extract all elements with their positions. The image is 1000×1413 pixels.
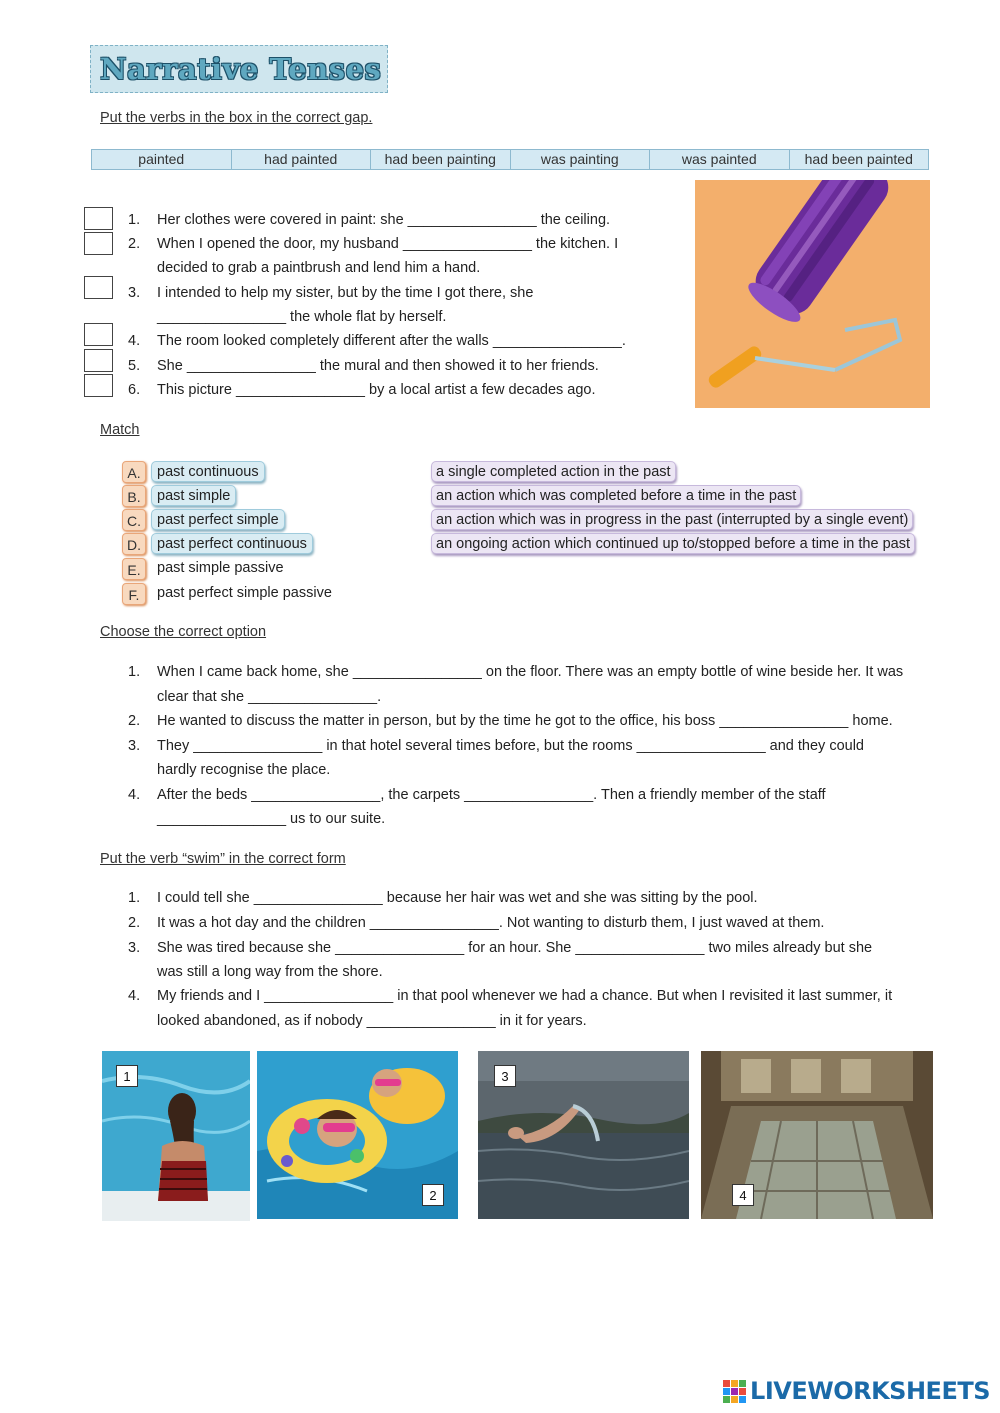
item-number: 1. [128,212,141,228]
answer-box-6[interactable] [84,374,113,397]
item-number: 3. [128,738,141,754]
exercise-line: My friends and I ________________ in that pool whenever we had a chance. But when I revisited it last summer, it [157,988,893,1004]
photo-label: 4 [732,1184,754,1206]
match-left-item: past simple passive [157,560,284,576]
item-number: 3. [128,285,141,301]
letter-badge: B. [122,485,146,507]
item-number: 6. [128,382,141,398]
exercise-line: clear that she ________________. [157,689,382,705]
answer-box-5[interactable] [84,349,113,372]
match-left-chip[interactable]: past perfect simple [151,509,285,530]
exercise-line: When I came back home, she ________________ on the floor. There was an empty bottle of wine beside her. It was [157,664,904,680]
photo-label: 1 [116,1065,138,1087]
word-box-item[interactable]: painted [92,150,232,169]
photo-label: 3 [494,1065,516,1087]
letter-badge: A. [122,461,146,483]
photo-label: 2 [422,1184,444,1206]
item-number: 2. [128,915,141,931]
liveworksheets-logo[interactable] [723,1377,990,1405]
exercise-line: The room looked completely different after the walls ________________. [157,333,626,349]
exercise-line: I intended to help my sister, but by the time I got there, she [157,285,534,301]
logo-grid-icon [723,1380,746,1403]
letter-badge: C. [122,509,146,531]
exercise-line: This picture ________________ by a local artist a few decades ago. [157,382,596,398]
word-box [91,149,929,170]
word-box-item[interactable]: had been painted [804,151,913,167]
answer-box-4[interactable] [84,323,113,346]
exercise-line: I could tell she ________________ because her hair was wet and she was sitting by the pool. [157,890,758,906]
item-number: 4. [128,333,141,349]
answer-box-3[interactable] [84,276,113,299]
exercise-line: was still a long way from the shore. [157,964,383,980]
section4-instruction: Put the verb “swim” in the correct form [100,851,346,867]
match-left-chip[interactable]: past continuous [151,461,265,482]
exercise-line: It was a hot day and the children ________________. Not wanting to disturb them, I just waved at them. [157,915,825,931]
exercise-line: ________________ us to our suite. [157,811,386,827]
page-title: Narrative Tenses [100,52,382,86]
logo-text: LIVEWORKSHEETS [750,1377,990,1405]
item-number: 2. [128,713,141,729]
exercise-line: After the beds ________________, the carpets ________________. Then a friendly member of the staff [157,787,826,803]
exercise-line: She ________________ the mural and then showed it to her friends. [157,358,599,374]
item-number: 1. [128,664,141,680]
exercise-line: They ________________ in that hotel several times before, but the rooms ________________ and they could [157,738,864,754]
exercise-line: Her clothes were covered in paint: she ________________ the ceiling. [157,212,611,228]
match-left-chip[interactable]: past perfect continuous [151,533,313,554]
letter-badge: F. [122,583,146,605]
section1-instruction: Put the verbs in the box in the correct gap. [100,110,373,126]
paint-roller-image [695,180,930,408]
exercise-line: When I opened the door, my husband ________________ the kitchen. I [157,236,619,252]
exercise-line: looked abandoned, as if nobody ________________ in it for years. [157,1013,587,1029]
item-number: 4. [128,988,141,1004]
match-right-chip[interactable]: a single completed action in the past [431,461,676,482]
exercise-line: She was tired because she ________________ for an hour. She ________________ two miles already but she [157,940,873,956]
letter-badge: D. [122,533,146,555]
match-right-chip[interactable]: an action which was in progress in the past (interrupted by a single event) [431,509,913,530]
item-number: 5. [128,358,141,374]
match-right-chip[interactable]: an action which was completed before a time in the past [431,485,801,506]
answer-box-1[interactable] [84,207,113,230]
section3-instruction: Choose the correct option [100,624,267,640]
item-number: 3. [128,940,141,956]
exercise-line: ________________ the whole flat by herself. [157,309,447,325]
exercise-line: decided to grab a paintbrush and lend him a hand. [157,260,481,276]
word-box-item[interactable]: had been painting [371,150,511,169]
word-box-item[interactable]: was painted [650,150,790,169]
answer-box-2[interactable] [84,232,113,255]
exercise-line: hardly recognise the place. [157,762,331,778]
word-box-item[interactable]: was painting [511,150,651,169]
match-right-chip[interactable]: an ongoing action which continued up to/stopped before a time in the past [431,533,915,554]
section2-instruction: Match [100,422,140,438]
word-box-item[interactable]: had painted [232,150,372,169]
match-left-chip[interactable]: past simple [151,485,236,506]
item-number: 4. [128,787,141,803]
match-left-item: past perfect simple passive [157,585,332,601]
item-number: 1. [128,890,141,906]
exercise-line: He wanted to discuss the matter in person, but by the time he got to the office, his boss ________________ home. [157,713,893,729]
letter-badge: E. [122,558,146,580]
item-number: 2. [128,236,141,252]
